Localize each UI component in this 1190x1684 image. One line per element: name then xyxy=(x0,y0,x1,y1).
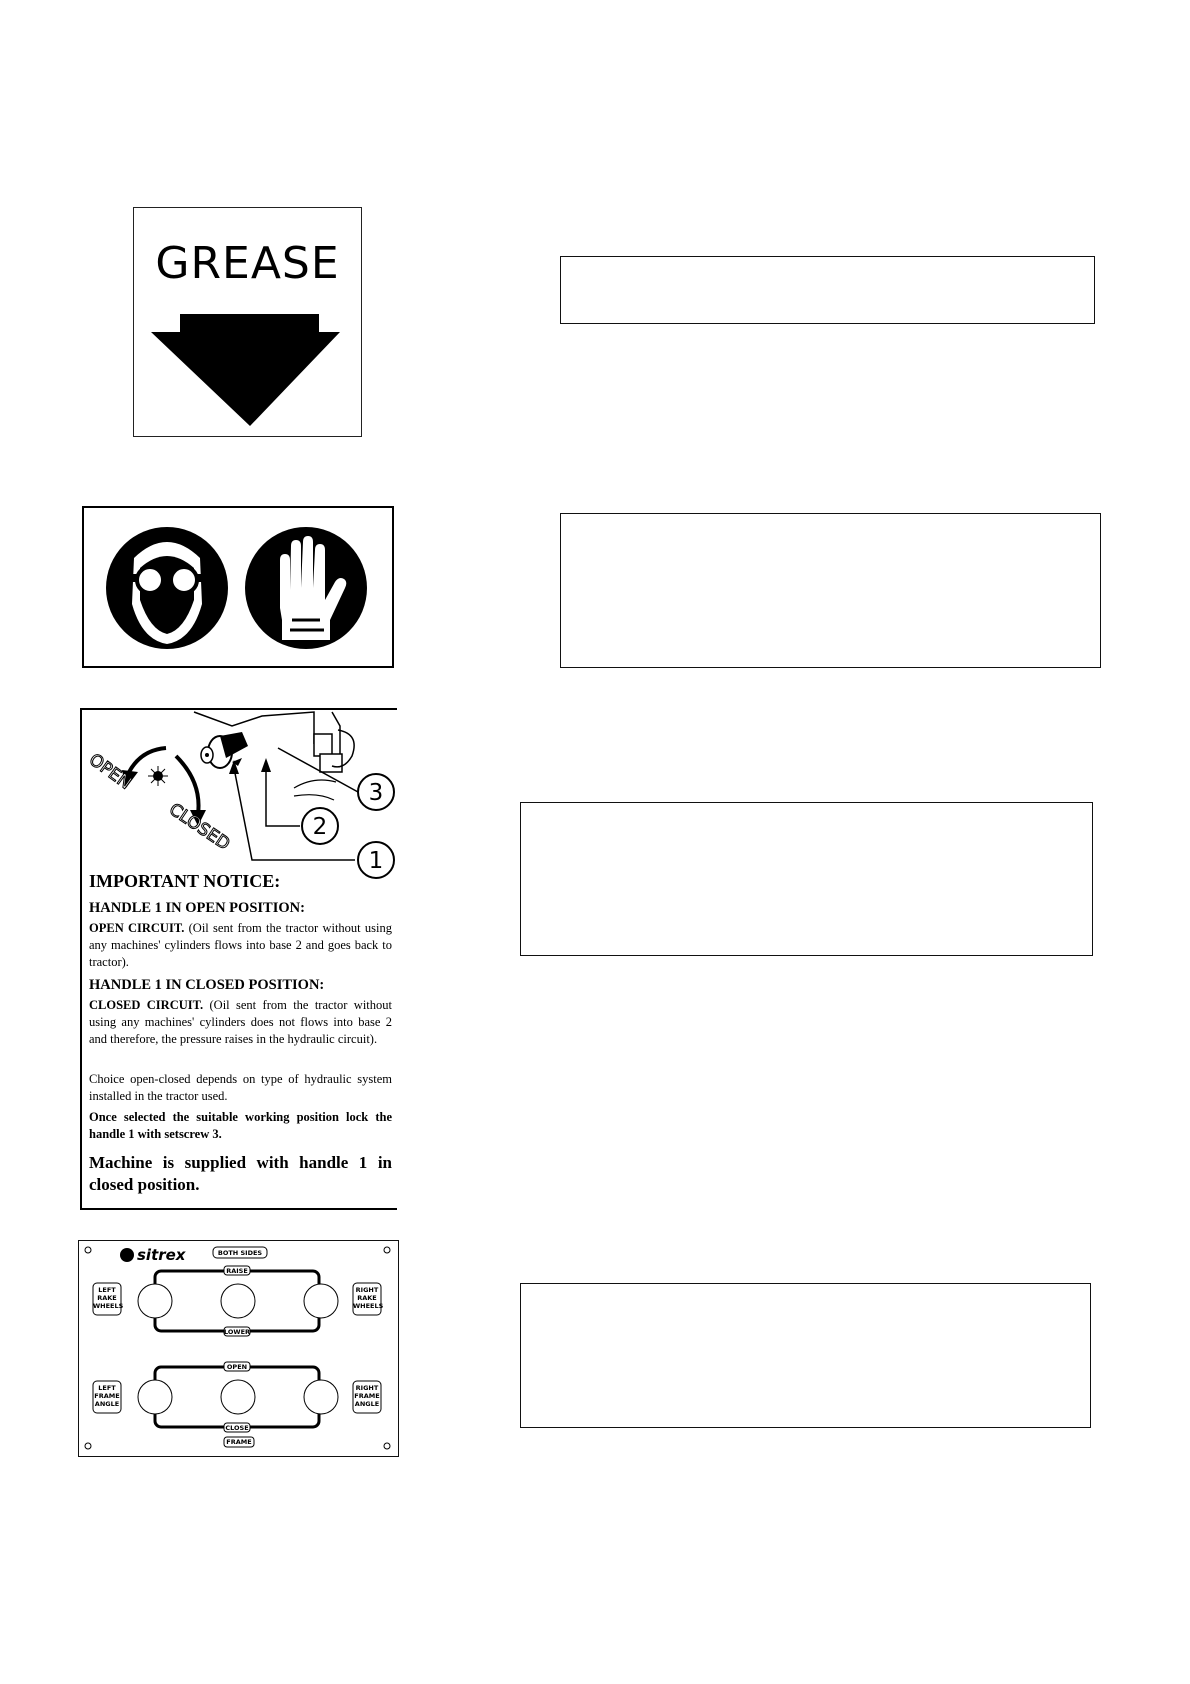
goggles-icon xyxy=(106,527,228,649)
grease-decal xyxy=(133,207,362,437)
sitrex-logo xyxy=(120,1246,187,1264)
handle-knob-icon xyxy=(201,732,248,768)
label-line: RIGHT xyxy=(355,1286,379,1294)
label-line: ANGLE xyxy=(354,1400,380,1408)
grease-title: GREASE xyxy=(155,238,340,289)
right-frame-angle-label xyxy=(353,1384,381,1408)
label-line: WHEELS xyxy=(353,1302,384,1310)
closed-position-heading: HANDLE 1 IN CLOSED POSITION: xyxy=(89,977,325,993)
label-line: LEFT xyxy=(98,1384,116,1392)
label-line: ANGLE xyxy=(94,1400,120,1408)
caption-box-4 xyxy=(520,1283,1091,1428)
callout-3-label: 3 xyxy=(368,780,384,806)
open-circuit-text xyxy=(89,920,392,971)
closed-circuit-text xyxy=(89,997,392,1048)
brand-label: sitrex xyxy=(137,1246,186,1264)
open-circuit-lead: OPEN CIRCUIT. xyxy=(89,921,185,935)
glove-icon xyxy=(245,527,367,649)
hydraulic-notice-decal xyxy=(80,708,397,1210)
open-label: OPEN xyxy=(226,1363,248,1371)
label-line: LEFT xyxy=(98,1286,116,1294)
control-panel-decal xyxy=(78,1240,399,1457)
closed-circuit-lead: CLOSED CIRCUIT. xyxy=(89,998,204,1012)
both-sides-button[interactable] xyxy=(221,1284,255,1318)
left-rake-wheels-button[interactable] xyxy=(138,1284,172,1318)
label-line: RAKE xyxy=(97,1294,117,1302)
callout-1-label: 1 xyxy=(368,848,384,874)
screw-icon xyxy=(384,1247,390,1253)
label-line: RIGHT xyxy=(355,1384,379,1392)
label-line: FRAME xyxy=(94,1392,120,1400)
callout-2-label: 2 xyxy=(312,814,328,840)
valve-handle-illustration xyxy=(82,710,397,880)
right-frame-angle-button[interactable] xyxy=(304,1380,338,1414)
open-position-heading: HANDLE 1 IN OPEN POSITION: xyxy=(89,900,305,916)
screw-icon xyxy=(384,1443,390,1449)
left-frame-angle-button[interactable] xyxy=(138,1380,172,1414)
screw-icon xyxy=(85,1247,91,1253)
closed-direction-label: CLOSED xyxy=(165,799,234,855)
caption-box-3 xyxy=(520,802,1093,956)
frame-label: FRAME xyxy=(226,1438,252,1446)
left-rake-wheels-label xyxy=(93,1286,124,1310)
screw-icon xyxy=(85,1443,91,1449)
choice-text: Choice open-closed depends on type of hydraulic system installed in the tractor used. xyxy=(89,1072,392,1103)
right-rake-wheels-label xyxy=(353,1286,384,1310)
caption-box-2 xyxy=(560,513,1101,668)
both-sides-label: BOTH SIDES xyxy=(217,1249,263,1257)
open-circuit-description: (Oil sent from the tractor without using any machines' cylinders flows into base 2 and goes back to tractor). xyxy=(89,921,392,969)
center-star-icon xyxy=(148,766,168,786)
label-line: RAKE xyxy=(357,1294,377,1302)
hydraulic-fitting-icon xyxy=(294,730,354,800)
caption-box-1 xyxy=(560,256,1095,324)
open-direction-label: OPEN xyxy=(85,749,135,794)
lower-label: LOWER xyxy=(223,1328,251,1336)
frame-button[interactable] xyxy=(221,1380,255,1414)
label-line: FRAME xyxy=(354,1392,380,1400)
lock-text: Once selected the suitable working position lock the handle 1 with setscrew 3. xyxy=(89,1110,392,1141)
arrow-down-icon xyxy=(134,208,363,438)
supplied-text: Machine is supplied with handle 1 in closed position. xyxy=(89,1153,392,1194)
right-rake-wheels-button[interactable] xyxy=(304,1284,338,1318)
ppe-decal xyxy=(82,506,394,668)
notice-heading: IMPORTANT NOTICE: xyxy=(89,871,281,891)
closed-circuit-description: (Oil sent from the tractor without using any machines' cylinders does not flows into base 2 and therefore, the pressure raises in the hydraulic circuit). xyxy=(89,998,393,1046)
raise-label: RAISE xyxy=(226,1267,248,1275)
close-label: CLOSE xyxy=(225,1424,249,1432)
left-frame-angle-label xyxy=(93,1384,121,1408)
label-line: WHEELS xyxy=(93,1302,124,1310)
